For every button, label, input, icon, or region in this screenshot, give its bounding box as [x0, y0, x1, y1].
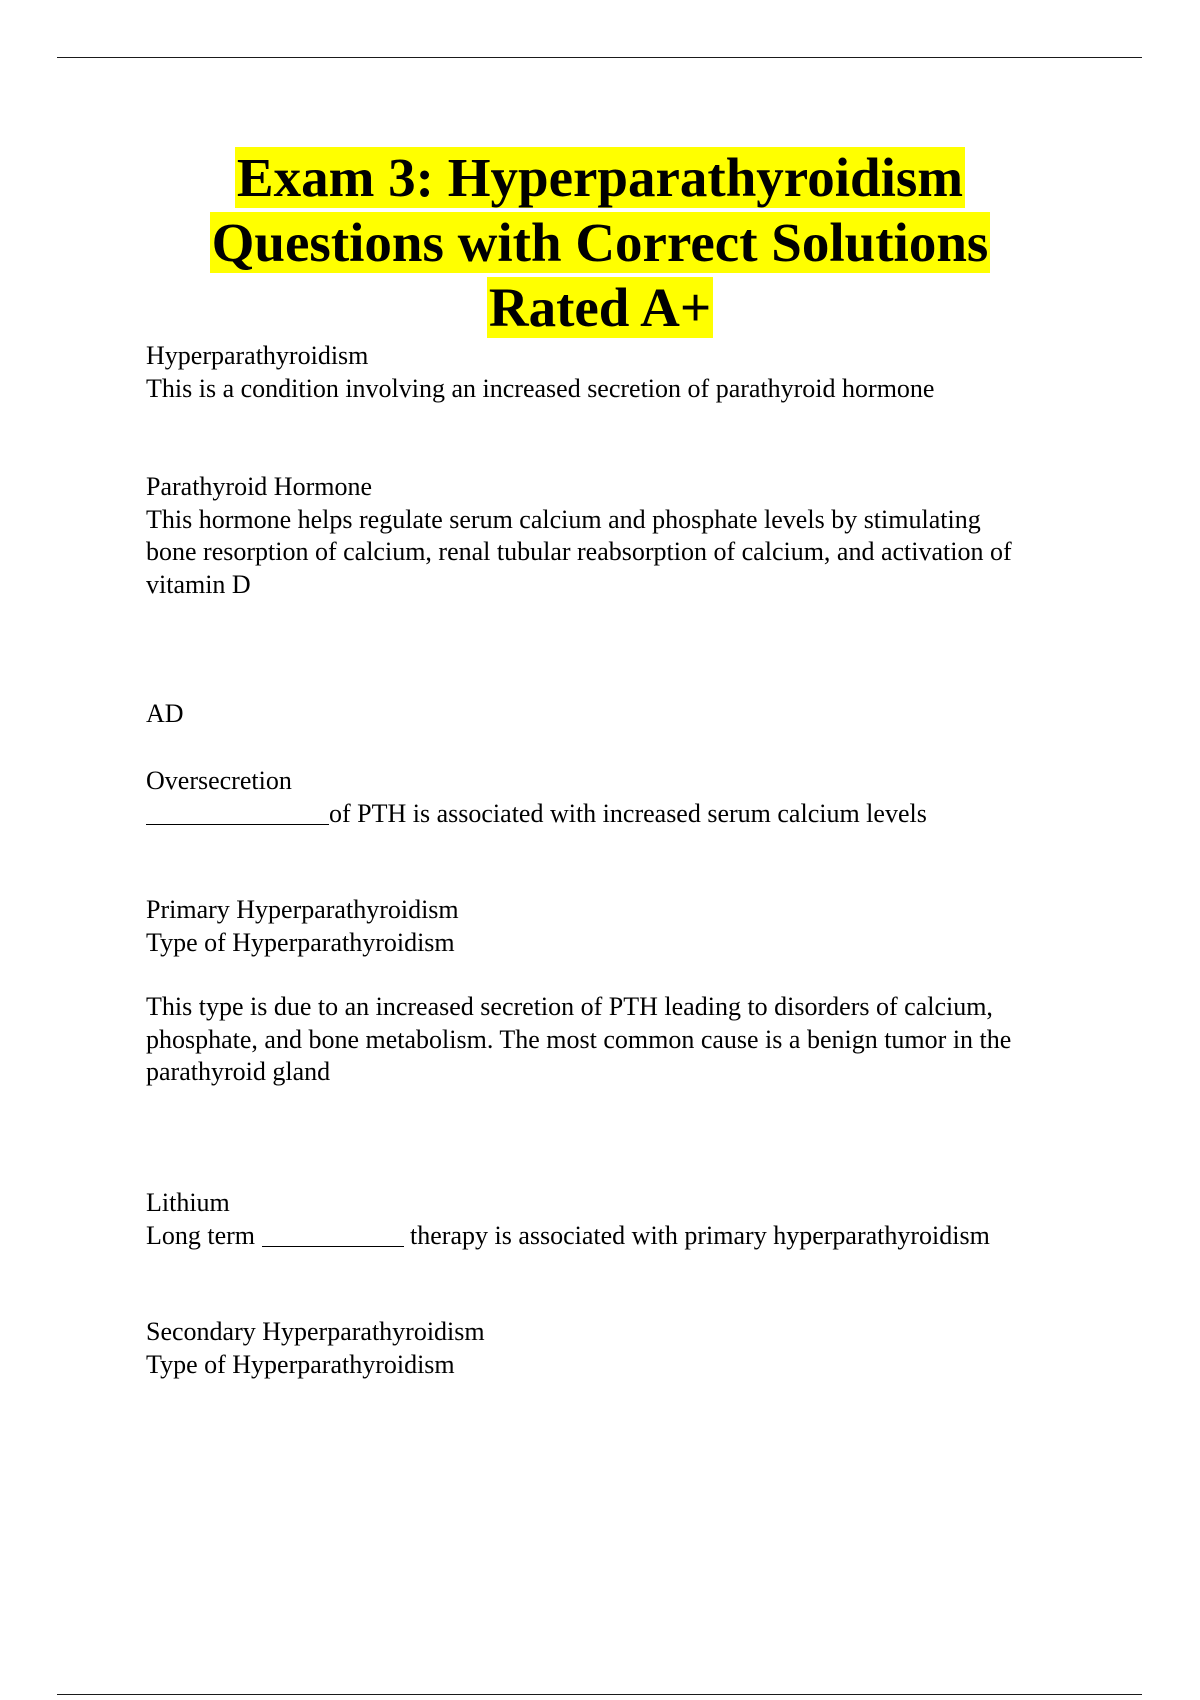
entry-definition: This hormone helps regulate serum calcium and phosphate levels by stimulating	[146, 504, 981, 534]
document-title	[0, 145, 1200, 340]
definition-text: of PTH is associated with increased serum calcium levels	[329, 798, 927, 828]
flashcard-entry	[146, 1187, 1106, 1252]
entry-definition: parathyroid gland	[146, 1057, 331, 1086]
entry-term: Secondary Hyperparathyroidism	[146, 1317, 485, 1346]
definition-text: therapy is associated with primary hyperparathyroidism	[403, 1220, 990, 1250]
flashcard-entry	[146, 765, 1106, 830]
flashcard-entry	[146, 471, 1106, 601]
entry-term: Hyperparathyroidism	[146, 341, 369, 370]
entry-definition	[146, 798, 1106, 831]
entry-term: Lithium	[146, 1188, 230, 1217]
entry-term: AD	[146, 699, 184, 728]
flashcard-entry	[146, 698, 1106, 731]
entry-term: Oversecretion	[146, 766, 292, 795]
entry-definition: bone resorption of calcium, renal tubular reabsorption of calcium, and activation of	[146, 537, 1012, 566]
header-rule	[57, 57, 1142, 58]
fill-in-blank	[146, 824, 329, 825]
entry-subtitle: Type of Hyperparathyroidism	[146, 927, 455, 957]
flashcard-entry	[146, 894, 1106, 1089]
title-line: Rated A+	[488, 277, 712, 338]
entry-definition: vitamin D	[146, 569, 251, 599]
flashcard-entry	[146, 340, 1106, 405]
flashcard-entry	[146, 1316, 1106, 1381]
entry-subtitle: Type of Hyperparathyroidism	[146, 1349, 455, 1379]
entry-definition: This type is due to an increased secretion of PTH leading to disorders of calcium,	[146, 992, 993, 1021]
entry-definition: phosphate, and bone metabolism. The most common cause is a benign tumor in the	[146, 1024, 1012, 1054]
title-line: Exam 3: Hyperparathyroidism	[236, 147, 964, 208]
entry-term: Parathyroid Hormone	[146, 472, 373, 501]
footer-rule	[57, 1694, 1142, 1695]
entry-definition	[146, 1220, 1106, 1253]
fill-in-blank	[262, 1246, 404, 1247]
entry-term: Primary Hyperparathyroidism	[146, 895, 459, 924]
entry-definition: This is a condition involving an increased secretion of parathyroid hormone	[146, 373, 935, 403]
definition-text: Long term	[146, 1220, 262, 1250]
title-line: Questions with Correct Solutions	[211, 212, 989, 273]
